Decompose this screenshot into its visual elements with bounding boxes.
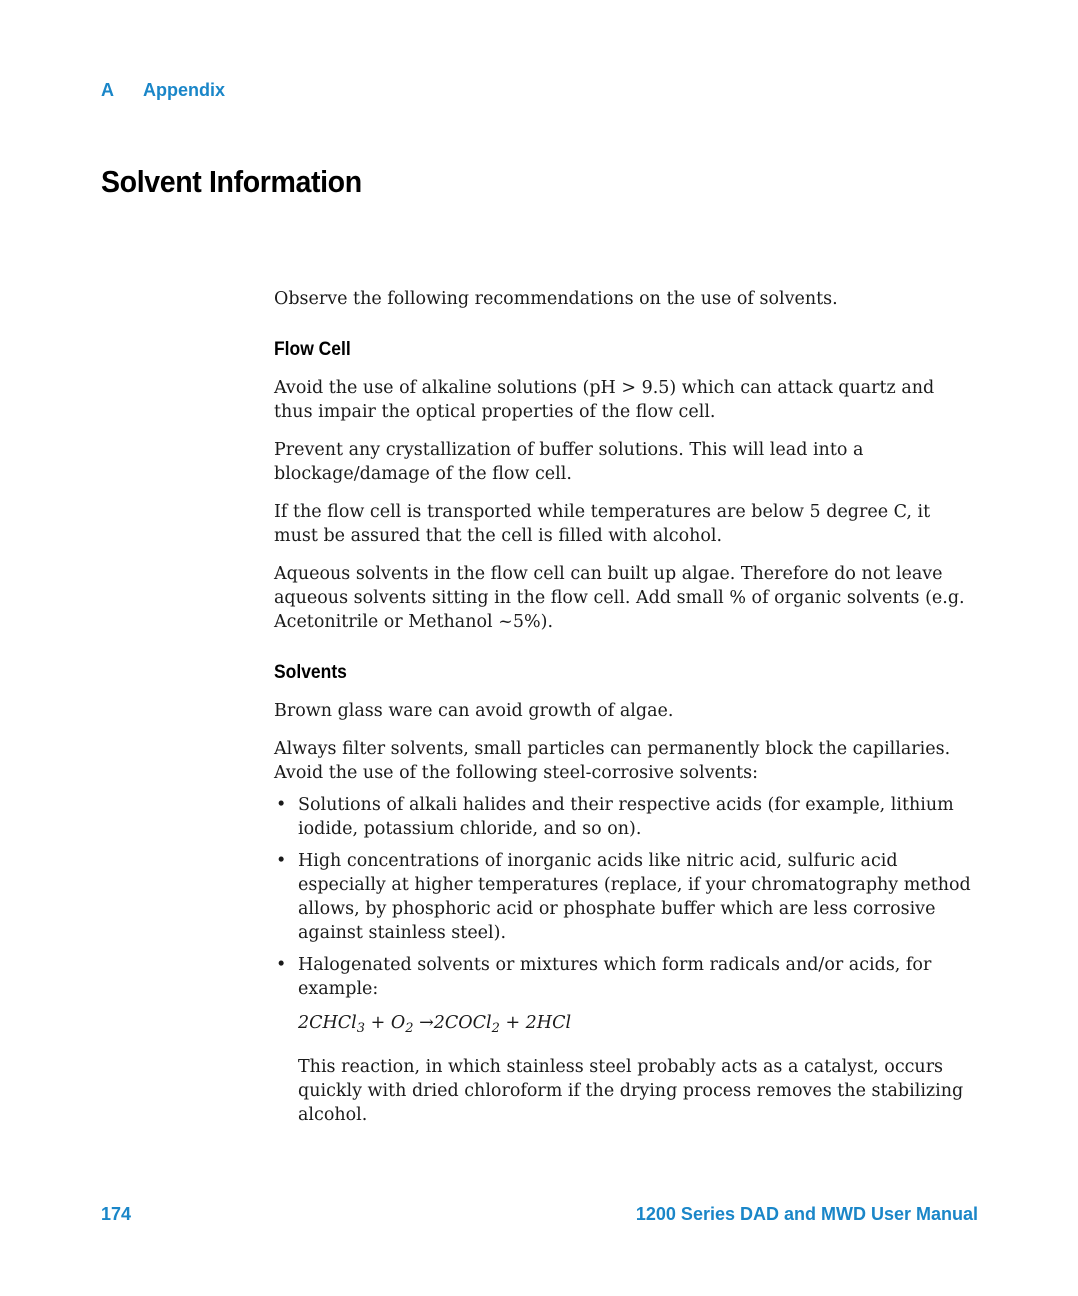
page-title: Solvent Information: [101, 164, 362, 199]
subscript: 2: [405, 1021, 414, 1036]
reactant-oxygen: O: [390, 1013, 406, 1033]
product-hcl: 2HCl: [525, 1013, 572, 1033]
list-item-text: Halogenated solvents or mixtures which form radicals and/or acids, for example:: [298, 955, 932, 999]
flow-cell-paragraph: Prevent any crystallization of buffer solutions. This will lead into a blockage/damage of the flow cell.: [274, 440, 864, 484]
chapter-title: Appendix: [143, 80, 226, 100]
product-phosgene: 2COCl: [433, 1013, 492, 1033]
corrosive-solvents-list: [274, 793, 978, 1127]
plus-sign: +: [499, 1013, 526, 1033]
reaction-arrow: →: [413, 1013, 434, 1033]
chapter-letter: A: [101, 80, 114, 100]
flow-cell-heading: Flow Cell: [274, 339, 351, 360]
flow-cell-paragraph: Avoid the use of alkaline solutions (pH > 9.5) which can attack quartz and thus impair the optical properties of the flow cell.: [274, 378, 935, 422]
solvents-heading: Solvents: [274, 662, 347, 683]
list-item-text: Solutions of alkali halides and their respective acids (for example, lithium iodide, potassium chloride, and so on).: [298, 795, 954, 839]
list-item-text: High concentrations of inorganic acids like nitric acid, sulfuric acid especially at higher temperatures (replace, if your chromatography method allows, by phosphoric acid or phosphate buffer which are less corrosive against stainless steel).: [298, 851, 971, 943]
plus-sign: +: [365, 1013, 391, 1033]
running-header: [101, 80, 225, 101]
list-item: [274, 793, 978, 841]
reactant-chloroform: 2CHCl: [298, 1013, 357, 1033]
chemical-equation: [298, 1011, 978, 1041]
solvents-paragraph: Always filter solvents, small particles can permanently block the capillaries. Avoid the use of the following steel-corrosive solvents:: [274, 739, 951, 783]
manual-title: 1200 Series DAD and MWD User Manual: [635, 1204, 978, 1224]
flow-cell-paragraph: If the flow cell is transported while temperatures are below 5 degree C, it must be assured that the cell is filled with alcohol.: [274, 502, 931, 546]
page-number: 174: [101, 1204, 132, 1224]
solvents-paragraph: Brown glass ware can avoid growth of algae.: [274, 701, 674, 721]
reaction-note: This reaction, in which stainless steel probably acts as a catalyst, occurs quickly with dried chloroform if the drying process removes the stabilizing alcohol.: [298, 1057, 964, 1125]
bullet-icon: •: [276, 955, 287, 975]
flow-cell-paragraph: Aqueous solvents in the flow cell can built up algae. Therefore do not leave aqueous solvents sitting in the flow cell. Add small % of organic solvents (e.g. Acetonitrile or Methanol ~5%).: [274, 564, 965, 632]
list-item: [274, 953, 978, 1127]
intro-paragraph: Observe the following recommendations on the use of solvents.: [274, 289, 838, 309]
bullet-icon: •: [276, 795, 287, 815]
list-item: [274, 849, 978, 945]
body-content: [274, 287, 978, 1141]
subscript: 3: [356, 1021, 366, 1036]
bullet-icon: •: [276, 851, 287, 871]
subscript: 2: [491, 1021, 500, 1036]
